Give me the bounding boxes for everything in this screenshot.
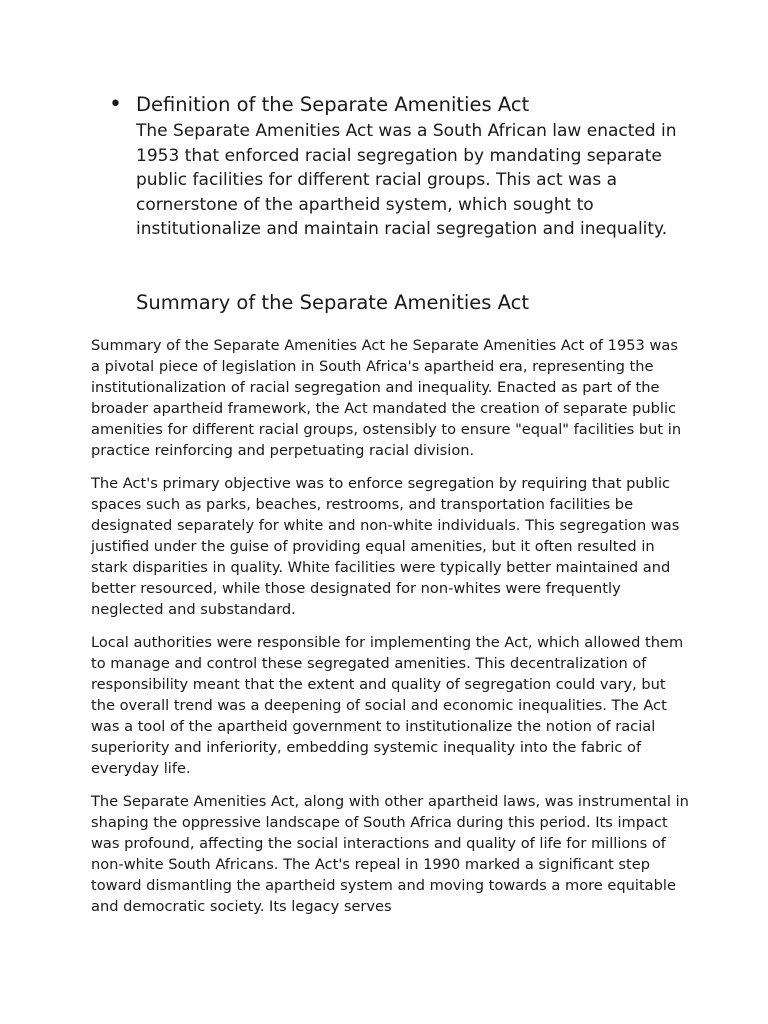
- paragraph: The Act's primary objective was to enforce segregation by requiring that public spaces such as parks, beaches, restrooms, and transportation facilities be designated separately for white and non-white individuals. This segregation was justified under the guise of providing equal amenities, but it often resulted in stark disparities in quality. White facilities were typically better maintained and better resourced, while those designated for non-whites were frequently neglected and substandard.: [91, 475, 680, 618]
- summary-body: [91, 335, 691, 929]
- definition-text: The Separate Amenities Act was a South African law enacted in 1953 that enforced racial segregation by mandating separate public facilities for different racial groups. This act was a cornerstone of the apartheid system, which sought to institutionalize and maintain racial segregation and inequality.: [136, 121, 677, 239]
- bullet-icon: •: [109, 92, 122, 117]
- paragraph: Local authorities were responsible for implementing the Act, which allowed them to manage and control these segregated amenities. This decentralization of responsibility meant that the extent and quality of segregation could vary, but the overall trend was a deepening of social and economic inequalities. The Act was a tool of the apartheid government to institutionalize the notion of racial superiority and inferiority, embedding systemic inequality into the fabric of everyday life.: [91, 634, 684, 777]
- paragraph: Summary of the Separate Amenities Act he Separate Amenities Act of 1953 was a pivotal piece of legislation in South Africa's apartheid era, representing the institutionalization of racial segregation and inequality. Enacted as part of the broader apartheid framework, the Act mandated the creation of separate public amenities for different racial groups, ostensibly to ensure "equal" facilities but in practice reinforcing and perpetuating racial division.: [91, 337, 682, 459]
- summary-heading: Summary of the Separate Amenities Act: [136, 291, 530, 314]
- paragraph: The Separate Amenities Act, along with other apartheid laws, was instrumental in shaping the oppressive landscape of South Africa during this period. Its impact was profound, affecting the social interactions and quality of life for millions of non-white South Africans. The Act's repeal in 1990 marked a significant step toward dismantling the apartheid system and moving towards a more equitable and democratic society. Its legacy serves: [91, 793, 689, 915]
- definition-heading: Definition of the Separate Amenities Act: [136, 93, 530, 116]
